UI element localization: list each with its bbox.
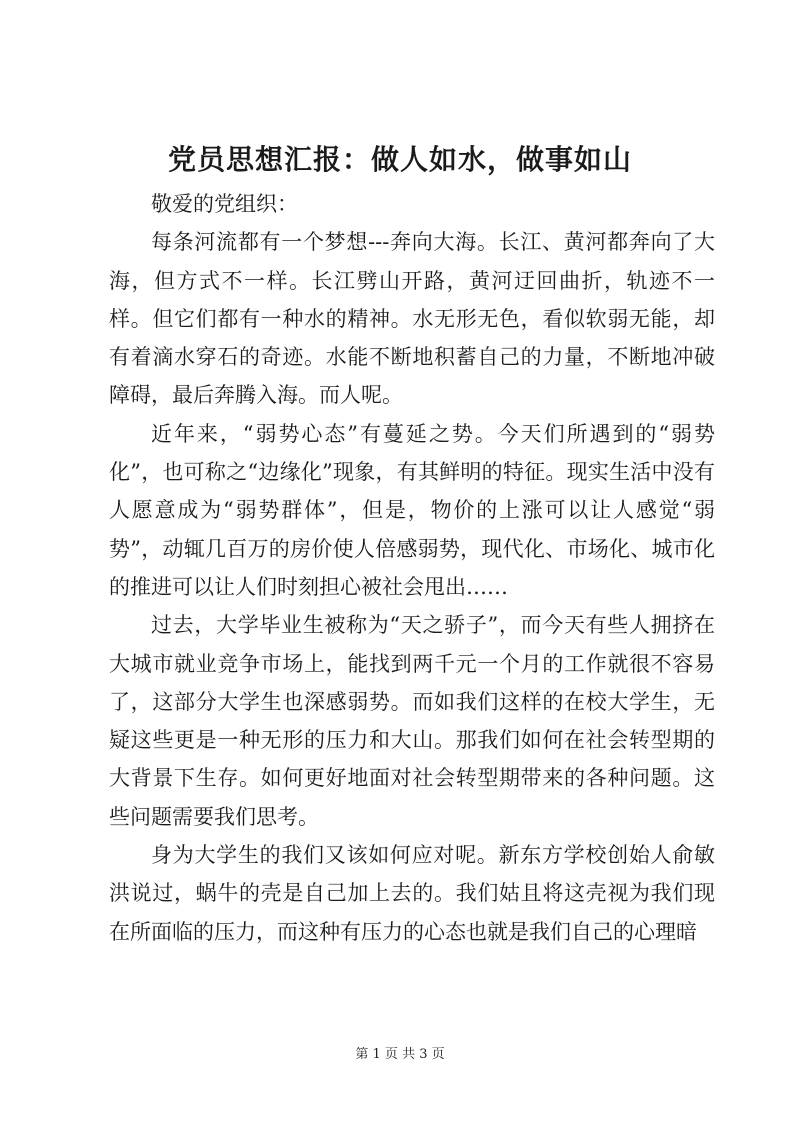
salutation: 敬爱的党组织：: [151, 192, 298, 216]
paragraph-3: 过去，大学毕业生被称为“天之骄子”，而今天有些人拥挤在大城市就业竞争市场上，能找到两千元一个月的工作就很不容易了，这部分大学生也深感弱势。而如我们这样的在校大学生，无疑这些更是一种无形的压力和大山。那我们如何在社会转型期的大背景下生存。如何更好地面对社会转型期带来的各种问题。这些问题需要我们思考。: [109, 613, 715, 829]
page-title: 党员思想汇报：做人如水，做事如山: [167, 143, 632, 176]
document-body: [109, 185, 715, 951]
paragraph-2: 近年来，“弱势心态”有蔓延之势。今天们所遇到的“弱势化”，也可称之“边缘化”现象，有其鲜明的特征。现实生活中没有人愿意成为“弱势群体”，但是，物价的上涨可以让人感觉“弱势”，动辄几百万的房价使人倍感弱势，现代化、市场化、城市化的推进可以让人们时刻担心被社会甩出……: [109, 421, 715, 599]
paragraph-4: 身为大学生的我们又该如何应对呢。新东方学校创始人俞敏洪说过，蜗牛的壳是自己加上去的。我们姑且将这壳视为我们现在所面临的压力，而这种有压力的心态也就是我们自己的心理暗: [109, 843, 715, 944]
page-footer: 第 1 页 共 3 页: [355, 1047, 445, 1062]
paragraph-1: 每条河流都有一个梦想---奔向大海。长江、黄河都奔向了大海，但方式不一样。长江劈山开路，黄河迂回曲折，轨迹不一样。但它们都有一种水的精神。水无形无色，看似软弱无能，却有着滴水穿石的奇迹。水能不断地积蓄自己的力量，不断地冲破障碍，最后奔腾入海。而人呢。: [109, 230, 715, 408]
